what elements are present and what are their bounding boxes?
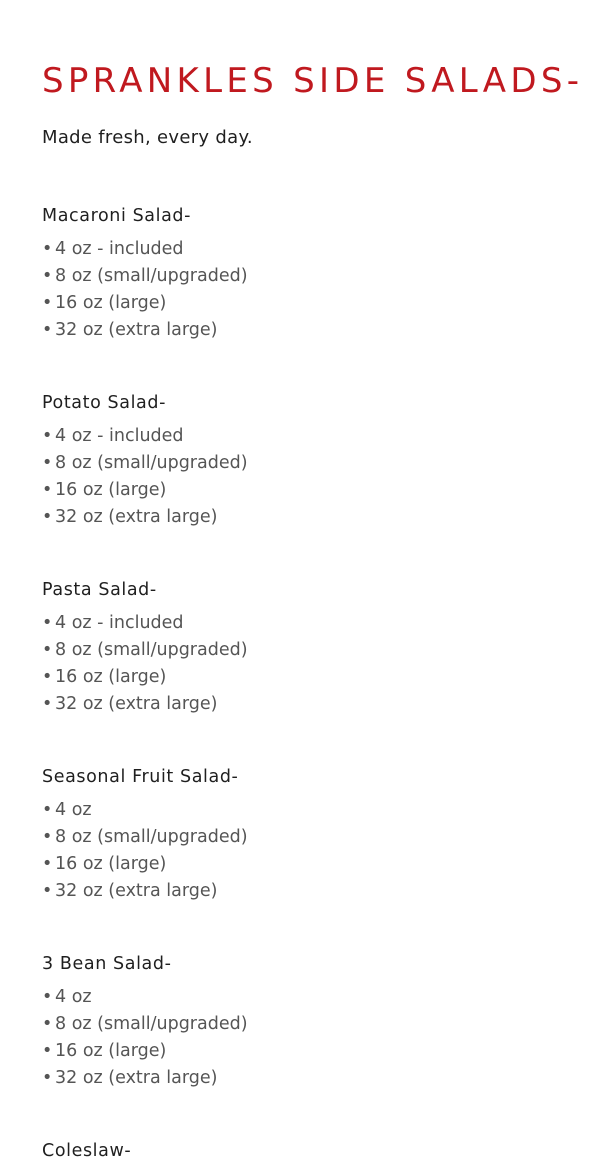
size-option [42,504,602,531]
size-option [42,664,602,691]
size-option-label: 4 oz - included [55,613,184,633]
size-option-label: 32 oz (extra large) [55,694,218,714]
bullet-icon: • [42,266,53,286]
menu-page [42,60,602,1163]
size-option [42,824,602,851]
size-option-label: 8 oz (small/upgraded) [55,640,248,660]
size-option [42,691,602,718]
size-option [42,236,602,263]
size-option [42,450,602,477]
bullet-icon: • [42,827,53,847]
size-options-list [42,610,602,718]
size-option-label: 4 oz [55,800,92,820]
size-option-label: 8 oz (small/upgraded) [55,266,248,286]
salad-section [42,765,602,905]
salad-name: Seasonal Fruit Salad- [42,767,239,787]
bullet-icon: • [42,881,53,901]
size-option-label: 4 oz - included [55,426,184,446]
size-option [42,1065,602,1092]
salad-name: Potato Salad- [42,393,166,413]
size-option-label: 16 oz (large) [55,1041,167,1061]
size-options-list [42,984,602,1092]
size-option-label: 16 oz (large) [55,854,167,874]
bullet-icon: • [42,1041,53,1061]
size-option-label: 32 oz (extra large) [55,881,218,901]
bullet-icon: • [42,667,53,687]
size-option-label: 8 oz (small/upgraded) [55,453,248,473]
bullet-icon: • [42,854,53,874]
bullet-icon: • [42,1068,53,1088]
bullet-icon: • [42,1014,53,1034]
bullet-icon: • [42,987,53,1007]
size-options-list [42,797,602,905]
size-option-label: 8 oz (small/upgraded) [55,827,248,847]
salad-section [42,204,602,344]
size-option [42,610,602,637]
size-option-label: 8 oz (small/upgraded) [55,1014,248,1034]
bullet-icon: • [42,480,53,500]
bullet-icon: • [42,694,53,714]
size-option-label: 32 oz (extra large) [55,320,218,340]
size-option [42,637,602,664]
size-option [42,851,602,878]
size-option-label: 4 oz [55,987,92,1007]
bullet-icon: • [42,320,53,340]
salad-name: Macaroni Salad- [42,206,192,226]
size-option [42,1011,602,1038]
bullet-icon: • [42,426,53,446]
size-option [42,477,602,504]
size-option [42,878,602,905]
size-option-label: 16 oz (large) [55,293,167,313]
size-option [42,290,602,317]
salad-name: Pasta Salad- [42,580,157,600]
size-options-list [42,236,602,344]
size-option [42,423,602,450]
salad-section [42,391,602,531]
salad-section [42,1139,602,1163]
size-option [42,263,602,290]
salad-section [42,578,602,718]
size-option-label: 16 oz (large) [55,480,167,500]
salad-name: Coleslaw- [42,1141,132,1161]
salad-name: 3 Bean Salad- [42,954,172,974]
bullet-icon: • [42,453,53,473]
size-option-label: 32 oz (extra large) [55,1068,218,1088]
size-option [42,1038,602,1065]
size-option [42,317,602,344]
size-option [42,797,602,824]
size-options-list [42,423,602,531]
bullet-icon: • [42,239,53,259]
bullet-icon: • [42,293,53,313]
page-title: SPRANKLES SIDE SALADS- [42,61,584,101]
size-option-label: 16 oz (large) [55,667,167,687]
bullet-icon: • [42,507,53,527]
size-option [42,984,602,1011]
bullet-icon: • [42,800,53,820]
salad-section [42,952,602,1092]
bullet-icon: • [42,613,53,633]
page-subtitle: Made fresh, every day. [42,127,253,148]
bullet-icon: • [42,640,53,660]
size-option-label: 32 oz (extra large) [55,507,218,527]
size-option-label: 4 oz - included [55,239,184,259]
